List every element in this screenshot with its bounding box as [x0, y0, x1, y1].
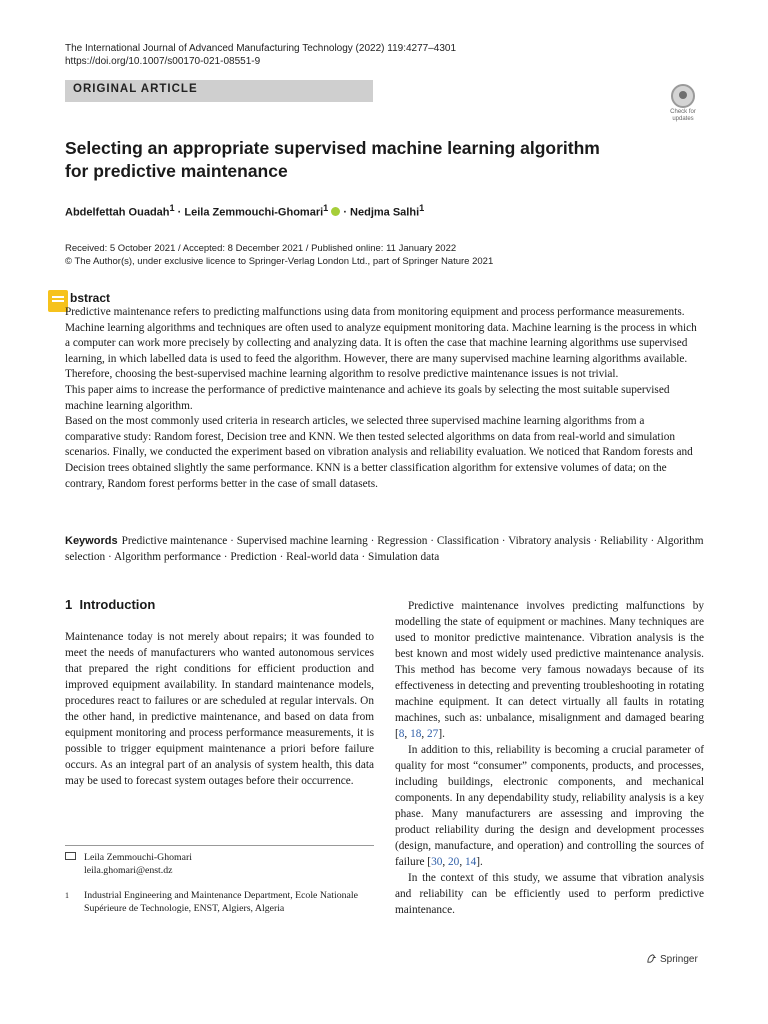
author-affiliation-mark: 1	[169, 203, 175, 213]
keywords-list: Predictive maintenance · Supervised machine learning · Regression · Classification · Vibratory analysis · Reliability · Algorithm selection · Algorithm performance · Prediction · Real-world data · Simulation data	[65, 535, 704, 563]
body-paragraph: Predictive maintenance involves predicting malfunctions by modelling the state of equipment or machines. Many techniques are used to monitor predictive maintenance. Vibration analysis is the best known and most widely used predictive maintenance analysis. This method has become very famous nowadays because of its effectiveness in detecting and preventing troubleshooting in rotating machine equipment. It can detect virtually all faults in rotating machines, such as: unbalance, misalignment and damaged bearing [8, 18, 27].	[395, 600, 704, 740]
author-separator: ·	[177, 206, 182, 219]
check-updates-caption: Check for updates	[670, 109, 696, 122]
abstract-body	[65, 305, 703, 492]
publisher-name: Springer	[660, 954, 698, 965]
affiliation-text: Industrial Engineering and Maintenance Department, Ecole Nationale Supérieure de Technologie, ENST, Algiers, Algeria	[84, 890, 358, 914]
journal-header	[65, 42, 456, 68]
corresponding-author-note	[65, 851, 374, 877]
keywords-block	[65, 533, 705, 565]
corresponding-author-name: Leila Zemmouchi-Ghomari	[84, 852, 193, 863]
body-paragraph: Maintenance today is not merely about repairs; it was founded to meet the needs of manufacturers who wanted autonomous services that prepared the right conditions for efficient production and improved equipment availability. In standard maintenance models, procedures react to failures or are scheduled at regular intervals. On the other hand, in predictive maintenance, and based on data from equipment monitoring and process performance measurements, it is possible to trigger equipment maintenance a priori before failure occurs. As an integral part of an analysis of system health, this data may be used to forecast system outages before their occurrence.	[65, 631, 374, 787]
author-name[interactable]: Nedjma Salhi	[350, 206, 420, 219]
citation-link[interactable]: 27	[427, 728, 439, 740]
abstract-paragraph: This paper aims to increase the performance of predictive maintenance and achieve its goals by selecting the most suitable supervised machine learning algorithm.	[65, 383, 670, 412]
copyright-line: © The Author(s), under exclusive licence to Springer-Verlag London Ltd., part of Springer Nature 2021	[65, 256, 494, 267]
author-separator: ·	[343, 206, 347, 219]
abstract-heading: bstract	[70, 291, 111, 305]
title-line-2: for predictive maintenance	[65, 161, 288, 181]
author-name[interactable]: Leila Zemmouchi-Ghomari	[184, 206, 324, 219]
citation-link[interactable]: 30	[431, 856, 443, 868]
doi-link[interactable]: https://doi.org/10.1007/s00170-021-08551-9	[65, 56, 261, 67]
check-updates-icon	[671, 84, 695, 108]
author-name[interactable]: Abdelfettah Ouadah	[65, 206, 170, 219]
article-type-banner	[65, 80, 373, 102]
title-line-1: Selecting an appropriate supervised machine learning algorithm	[65, 138, 600, 158]
author-affiliation-mark: 1	[323, 203, 329, 213]
citation-link[interactable]: 14	[464, 856, 477, 868]
affiliation-note	[65, 889, 374, 915]
dates-line: Received: 5 October 2021 / Accepted: 8 December 2021 / Published online: 11 January 2022	[65, 243, 457, 254]
section-number: 1	[65, 597, 73, 612]
journal-citation: The International Journal of Advanced Manufacturing Technology (2022) 119:4277–4301	[65, 43, 457, 54]
citation-link[interactable]: 18	[410, 728, 422, 740]
affiliation-number: 1	[65, 891, 69, 900]
section-heading	[65, 597, 155, 612]
citation-link[interactable]: 8	[398, 728, 405, 740]
body-paragraph: In addition to this, reliability is becoming a crucial parameter of quality for most “consumer” components, products, and processes, including buildings, electronic components, and mechanical components. In any dependability study, reliability analysis is a key phase. Many manufacturers are assessing and improving the product reliability during the design and development processes (design, manufacture, and operation) and controlling the sources of failure [30, 20, 14].	[395, 744, 704, 868]
abstract-paragraph: Predictive maintenance refers to predicting malfunctions using data from monitoring equipment and process performance measurements. Machine learning algorithms and techniques are often used to analyze equipment monitoring data. Machine learning is the process in which a computer can work more precisely by collecting and analyzing data. It is often the case that machine learning algorithms use supervised learning, in which labelled data is used to feed the algorithm. However, there are many supervised machine learning algorithms available. Therefore, choosing the best-supervised machine learning algorithm to resolve predictive maintenance issues is not trivial.	[65, 306, 697, 381]
footnote-divider	[65, 845, 374, 846]
abstract-paragraph: Based on the most commonly used criteria in research articles, we selected three supervised machine learning algorithms from a comparative study: Random forest, Decision tree and KNN. We then tested selected algorithms on data from real-world and simulation scenarios. Finally, we conducted the experiment based on vibration analysis and reliability evaluation. We noticed that Random forests and Decision trees obtained slightly the same performance. KNN is a better classification algorithm for extensive volumes of data; on the contrary, Random forest performs better in the case of small datasets.	[65, 415, 693, 490]
check-for-updates-badge[interactable]	[664, 84, 702, 124]
publisher-mark	[646, 953, 698, 965]
section-title: Introduction	[79, 597, 156, 612]
envelope-icon	[65, 852, 76, 860]
keywords-label: Keywords	[65, 535, 118, 547]
left-column	[65, 629, 374, 789]
corresponding-author-email[interactable]: leila.ghomari@enst.dz	[84, 865, 173, 876]
author-list	[65, 203, 424, 219]
author-affiliation-mark: 1	[419, 203, 425, 213]
article-type-label: ORIGINAL ARTICLE	[73, 83, 198, 95]
publication-history	[65, 242, 493, 268]
citation-link[interactable]: 20	[448, 856, 460, 868]
right-column	[395, 598, 704, 918]
article-title	[65, 137, 685, 183]
springer-horse-icon	[646, 953, 657, 964]
body-paragraph: In the context of this study, we assume that vibration analysis and reliability can be efficiently used to perform predictive maintenance.	[395, 872, 704, 916]
orcid-icon[interactable]	[331, 207, 340, 216]
